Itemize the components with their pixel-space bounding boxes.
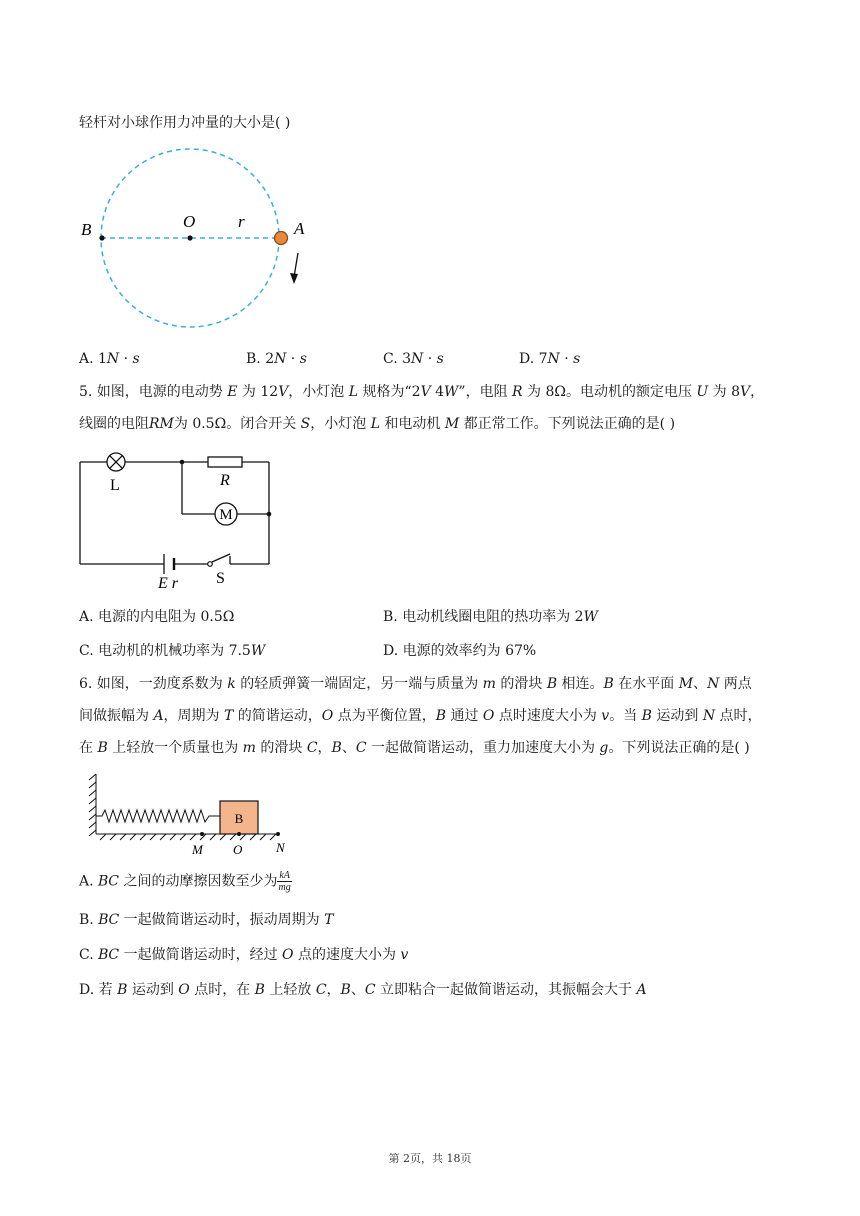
q6-stem-line2: 间做振幅为 𝐴，周期为 𝑇 的简谐运动，𝑂 点为平衡位置，𝐵 通过 𝑂 点时速度大小为 𝑣。当 𝐵 运动到 𝑁 点时， <box>79 708 762 724</box>
q6-option-a-fraction <box>277 870 291 893</box>
q6-option-a <box>79 870 292 893</box>
resistor-icon <box>208 457 242 467</box>
fraction-numerator: kA <box>279 870 290 881</box>
motion-arrow-icon <box>290 253 298 284</box>
page-footer: 第 2页，共 18页 <box>388 1152 472 1165</box>
switch-icon <box>208 554 230 566</box>
circuit-diagram <box>76 448 276 590</box>
label-n: N <box>276 840 285 855</box>
point-n <box>276 832 280 836</box>
label-r: R <box>220 472 230 489</box>
spring-diagram <box>86 772 298 858</box>
label-s: S <box>216 570 225 587</box>
label-m: M <box>192 842 203 857</box>
q5-stem-line2: 线圈的电阻𝑅𝑀为 0.5Ω。闭合开关 𝑆，小灯泡 𝐿 和电动机 𝑀 都正常工作。下列说法正确的是( ) <box>79 416 676 432</box>
wall-hatch <box>89 774 96 836</box>
q4-option-b: B. 2𝑁 · 𝑠 <box>246 351 307 367</box>
q4-option-a: A. 1𝑁 · 𝑠 <box>79 351 140 367</box>
spring <box>96 810 220 822</box>
fraction-denominator: mg <box>278 882 291 893</box>
q5-option-c: C. 电动机的机械功率为 7.5𝑊 <box>79 643 266 659</box>
q4-option-c: C. 3𝑁 · 𝑠 <box>383 351 444 367</box>
q6-option-b: B. 𝐵𝐶 一起做简谐运动时，振动周期为 𝑇 <box>79 912 334 928</box>
point-o <box>187 235 192 240</box>
label-r: r <box>238 212 245 231</box>
label-a: A <box>294 219 305 238</box>
q5-option-a: A. 电源的内电阻为 0.5Ω <box>79 609 235 625</box>
label-l: L <box>110 477 120 494</box>
point-b <box>99 235 104 240</box>
block-b-label: B <box>234 811 244 826</box>
q4-option-d: D. 7𝑁 · 𝑠 <box>519 351 581 367</box>
point-m <box>200 832 204 836</box>
label-er: E r <box>158 575 178 590</box>
q6-option-d: D. 若 𝐵 运动到 𝑂 点时，在 𝐵 上轻放 𝐶，𝐵、𝐶 立即粘合一起做简谐运动，其振幅会大于 𝐴 <box>79 982 647 998</box>
battery-icon <box>164 554 174 574</box>
circle-diagram <box>76 145 316 335</box>
junction-top <box>180 460 185 465</box>
q5-option-d: D. 电源的效率约为 67% <box>383 643 537 659</box>
q6-option-a-text: A. 𝐵𝐶 之间的动摩擦因数至少为 <box>79 873 278 890</box>
motor-label: M <box>219 507 233 523</box>
lamp-icon <box>107 453 125 471</box>
q5-stem-line1: 5. 如图，电源的电动势 𝐸 为 12𝑉，小灯泡 𝐿 规格为“2𝑉 4𝑊”，电阻 𝑅 为 8Ω。电动机的额定电压 𝑈 为 8𝑉， <box>79 384 765 400</box>
label-o: O <box>183 212 196 231</box>
floor-hatch <box>96 834 276 840</box>
label-o: O <box>233 842 243 857</box>
junction-right <box>267 512 272 517</box>
motor-icon <box>215 503 237 525</box>
q5-option-b: B. 电动机线圈电阻的热功率为 2𝑊 <box>383 609 598 625</box>
ball-a <box>275 232 288 245</box>
label-b: B <box>81 220 92 239</box>
q6-stem-line1: 6. 如图，一劲度系数为 𝑘 的轻质弹簧一端固定，另一端与质量为 𝑚 的滑块 𝐵 相连。𝐵 在水平面 𝑀、𝑁 两点 <box>79 676 752 692</box>
q6-stem-line3: 在 𝐵 上轻放一个质量也为 𝑚 的滑块 𝐶，𝐵、𝐶 一起做简谐运动，重力加速度大小为 𝑔。下列说法正确的是( ) <box>79 740 750 756</box>
point-o <box>237 832 241 836</box>
q6-option-c: C. 𝐵𝐶 一起做简谐运动时，经过 𝑂 点的速度大小为 𝑣 <box>79 947 409 963</box>
q4-stem-tail: 轻杆对小球作用力冲量的大小是( ) <box>79 115 291 131</box>
